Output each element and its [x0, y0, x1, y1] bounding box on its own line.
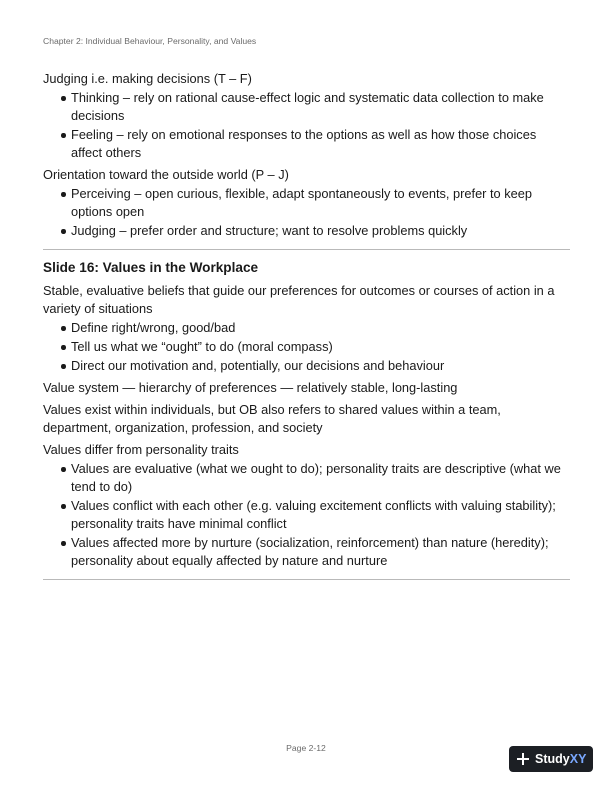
list-item: Judging – prefer order and structure; want to resolve problems quickly: [43, 222, 570, 240]
values-differ-list: [43, 460, 570, 570]
list-item: Feeling – rely on emotional responses to the options as well as how those choices affect others: [43, 126, 570, 162]
section-divider: [43, 579, 570, 580]
values-exist-text: Values exist within individuals, but OB also refers to shared values within a team, department, organization, profession, and society: [43, 402, 501, 435]
slide-title: Slide 16: Values in the Workplace: [43, 260, 259, 275]
list-item: Values conflict with each other (e.g. valuing excitement conflicts with valuing stability); personality traits have minimal conflict: [43, 497, 570, 533]
plus-icon: [517, 753, 529, 765]
logo-brand-accent: XY: [569, 752, 587, 766]
studyxy-logo: [509, 746, 593, 772]
orientation-list: [43, 185, 570, 240]
values-differ-heading: Values differ from personality traits: [43, 442, 239, 457]
values-definition: Stable, evaluative beliefs that guide our preferences for outcomes or courses of action in a variety of situations: [43, 283, 555, 316]
list-item: Tell us what we “ought” to do (moral compass): [43, 338, 570, 356]
value-system-text: Value system — hierarchy of preferences — relatively stable, long-lasting: [43, 380, 458, 395]
list-item: Values are evaluative (what we ought to do); personality traits are descriptive (what we tend to do): [43, 460, 570, 496]
list-item: Thinking – rely on rational cause-effect logic and systematic data collection to make decisions: [43, 89, 570, 125]
values-definition-list: [43, 319, 570, 375]
logo-text: [535, 752, 586, 766]
chapter-header: Chapter 2: Individual Behaviour, Personality, and Values: [43, 36, 257, 46]
page-number: Page 2-12: [286, 743, 326, 753]
judging-heading: Judging i.e. making decisions (T – F): [43, 71, 252, 86]
list-item: Perceiving – open curious, flexible, adapt spontaneously to events, prefer to keep options open: [43, 185, 570, 221]
list-item: Direct our motivation and, potentially, our decisions and behaviour: [43, 357, 570, 375]
orientation-heading: Orientation toward the outside world (P – J): [43, 167, 289, 182]
judging-list: [43, 89, 570, 162]
logo-brand-main: Study: [535, 752, 570, 766]
page-content: [43, 70, 570, 580]
list-item: Values affected more by nurture (socialization, reinforcement) than nature (heredity); personality about equally affected by nature and nurture: [43, 534, 570, 570]
section-divider: [43, 249, 570, 250]
list-item: Define right/wrong, good/bad: [43, 319, 570, 337]
